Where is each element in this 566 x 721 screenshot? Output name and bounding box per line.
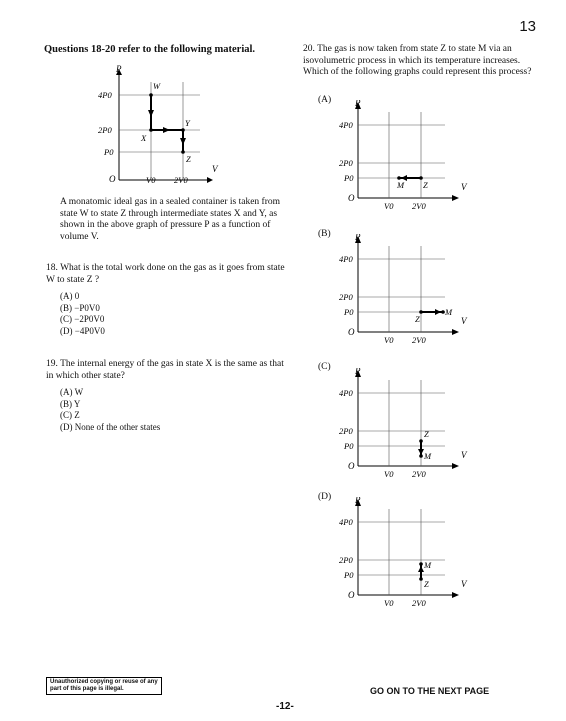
origin-label: O [109,174,116,184]
point-w: W [153,81,161,91]
q20-option-a-label: (A) [318,95,332,105]
q19-option-d: (D) None of the other states [60,421,161,432]
state-z-label: Z [415,314,420,324]
question-18 [46,263,286,337]
svg-text:P: P [355,368,361,376]
point-z: Z [186,154,191,164]
svg-text:2P0: 2P0 [339,555,353,565]
svg-text:V0: V0 [146,175,156,185]
svg-text:O: O [348,327,355,337]
state-m-label: M [424,451,432,461]
point-x: X [141,133,147,143]
svg-text:4P0: 4P0 [339,388,353,398]
main-pv-graph [60,62,230,192]
svg-text:V0: V0 [384,335,394,345]
q18-option-a: (A) 0 [60,291,80,301]
svg-text:4P0: 4P0 [339,120,353,130]
svg-text:2V0: 2V0 [412,335,426,345]
state-m-label: M [424,560,432,570]
svg-text:P: P [355,234,361,242]
svg-text:O: O [348,193,355,203]
q19-option-b: (B) Y [60,398,81,409]
q18-text: 18. What is the total work done on the gas as it goes from state W to state Z ? [46,263,285,285]
state-z-label: Z [423,180,428,190]
svg-text:4P0: 4P0 [339,517,353,527]
q20-graph-b [330,234,490,352]
q20-text: 20. The gas is now taken from state Z to state M via an isovolumetric process in which its temperature increases. Which of the following graphs could represent this process? [303,44,532,77]
q18-option-b: (B) −P0V0 [60,302,100,313]
stimulus-text: A monatomic ideal gas in a sealed container is taken from state W to state Z through intermediate states X and Y, as shown in the above graph of pressure P as a function of volume V. [60,197,281,242]
svg-text:P0: P0 [104,147,114,157]
svg-text:V0: V0 [384,598,394,608]
q20-graph-a [330,100,490,218]
svg-text:4P0: 4P0 [339,254,353,264]
q18-option-c: (C) −2P0V0 [60,314,105,324]
svg-text:P: P [355,100,361,108]
svg-text:V: V [461,450,467,460]
q19-text: 19. The internal energy of the gas in state X is the same as that in which other state? [46,359,284,381]
q20-option-c-label: (C) [318,362,331,372]
q20-graph-d [330,497,490,615]
svg-text:2V0: 2V0 [412,598,426,608]
state-m-label: M [445,307,453,317]
svg-text:2V0: 2V0 [174,175,188,185]
svg-text:O: O [348,590,355,600]
svg-text:2V0: 2V0 [412,469,426,479]
q19-option-c: (C) Z [60,410,80,420]
state-z-label: Z [424,429,429,439]
q20-option-d-label: (D) [318,492,332,502]
svg-text:P0: P0 [344,570,354,580]
svg-text:P: P [355,497,361,505]
svg-text:V0: V0 [384,469,394,479]
svg-text:P0: P0 [344,441,354,451]
svg-text:P0: P0 [344,307,354,317]
svg-text:V0: V0 [384,201,394,211]
point-y: Y [185,118,190,128]
svg-text:V: V [461,316,467,326]
svg-text:2P0: 2P0 [339,426,353,436]
q20-option-b-label: (B) [318,229,331,239]
svg-text:2V0: 2V0 [412,201,426,211]
v-axis-label: V [212,164,218,174]
state-z-label: Z [424,579,429,589]
svg-text:4P0: 4P0 [98,90,112,100]
page-number: 13 [519,18,536,35]
q20-graph-c [330,368,490,486]
p-axis-label: P [116,64,122,74]
question-19 [46,359,286,433]
svg-text:2P0: 2P0 [339,158,353,168]
svg-text:V: V [461,579,467,589]
questions-heading: Questions 18-20 refer to the following material. [44,44,256,55]
footer-page-number: -12- [276,701,294,712]
svg-text:O: O [348,461,355,471]
copyright-notice: Unauthorized copying or reuse of any part of this page is illegal. [46,677,162,695]
state-m-label: M [397,180,405,190]
svg-text:2P0: 2P0 [339,292,353,302]
q19-option-a: (A) W [60,387,84,397]
svg-text:V: V [461,182,467,192]
q18-option-d: (D) −4P0V0 [60,325,105,336]
go-on-notice: GO ON TO THE NEXT PAGE [370,686,490,696]
svg-text:2P0: 2P0 [98,125,112,135]
svg-text:P0: P0 [344,173,354,183]
